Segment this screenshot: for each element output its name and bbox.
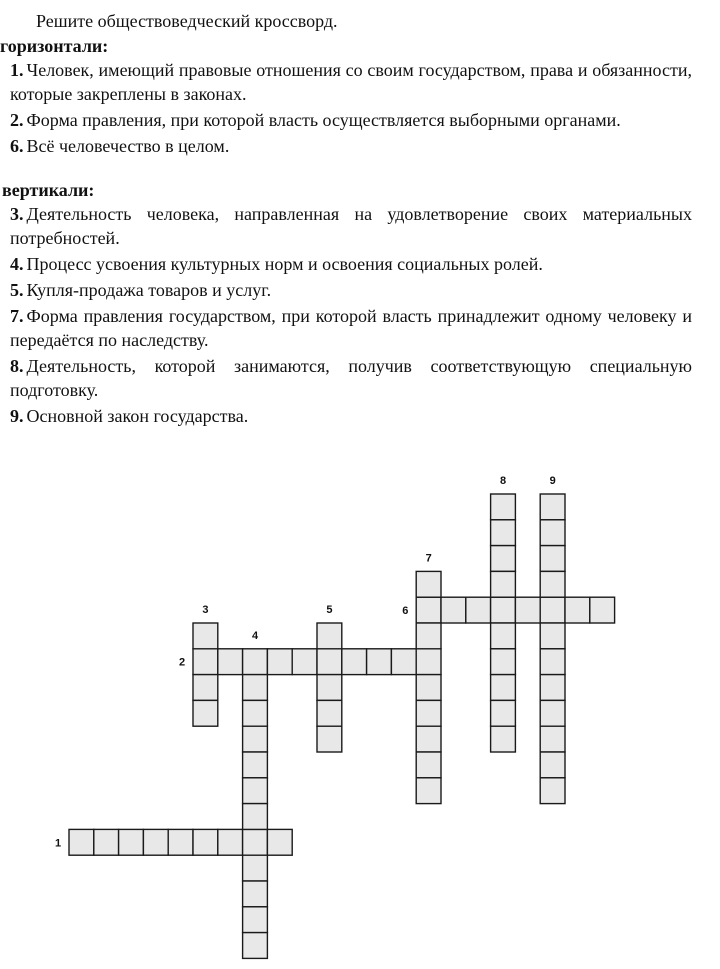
- crossword-cell[interactable]: [540, 546, 565, 572]
- crossword-cell[interactable]: [218, 829, 243, 855]
- crossword-cell[interactable]: [491, 571, 516, 597]
- crossword-cell[interactable]: [540, 494, 565, 520]
- crossword-cell[interactable]: [540, 623, 565, 649]
- clue-number: 3.: [10, 204, 24, 224]
- crossword-cell[interactable]: [193, 623, 218, 649]
- crossword-cell[interactable]: [491, 675, 516, 701]
- intro-text: Решите обществоведческий кроссворд.: [36, 11, 338, 31]
- grid-number-7: 7: [425, 552, 432, 565]
- clue-number: 4.: [10, 254, 24, 274]
- crossword-cell[interactable]: [243, 726, 268, 752]
- down-clue-list: [10, 202, 692, 428]
- crossword-cell[interactable]: [143, 829, 168, 855]
- crossword-cell[interactable]: [491, 726, 516, 752]
- down-heading: вертикали:: [2, 180, 95, 200]
- clue-number: 6.: [10, 136, 24, 156]
- crossword-cell[interactable]: [193, 649, 218, 675]
- crossword-cell[interactable]: [540, 649, 565, 675]
- crossword-cell[interactable]: [416, 597, 441, 623]
- clue-number: 2.: [10, 110, 24, 130]
- crossword-cell[interactable]: [416, 700, 441, 726]
- clue-text: Всё человечество в целом.: [26, 136, 230, 156]
- crossword-cell[interactable]: [466, 597, 491, 623]
- crossword-cell[interactable]: [317, 726, 342, 752]
- crossword-cell[interactable]: [540, 726, 565, 752]
- crossword-cell[interactable]: [193, 829, 218, 855]
- crossword-cell[interactable]: [243, 675, 268, 701]
- crossword-cell[interactable]: [416, 778, 441, 804]
- crossword-cell[interactable]: [243, 804, 268, 830]
- clue-number: 7.: [10, 306, 24, 326]
- down-clue: [10, 252, 692, 276]
- crossword-cell[interactable]: [317, 675, 342, 701]
- crossword-cell[interactable]: [193, 700, 218, 726]
- crossword-cell[interactable]: [491, 623, 516, 649]
- down-clue: [10, 354, 692, 402]
- clue-number: 5.: [10, 280, 24, 300]
- crossword-cell[interactable]: [416, 752, 441, 778]
- crossword-cell[interactable]: [491, 494, 516, 520]
- crossword-cell[interactable]: [391, 649, 416, 675]
- clue-text: Купля-продажа товаров и услуг.: [26, 280, 272, 300]
- crossword-cell[interactable]: [590, 597, 615, 623]
- crossword-cell[interactable]: [540, 520, 565, 546]
- crossword-cell[interactable]: [515, 597, 540, 623]
- crossword-cell[interactable]: [416, 675, 441, 701]
- crossword-cell[interactable]: [292, 649, 317, 675]
- grid-number-6: 6: [402, 605, 409, 618]
- crossword-cell[interactable]: [540, 675, 565, 701]
- grid-number-1: 1: [55, 837, 62, 850]
- clue-number: 1.: [10, 60, 24, 80]
- crossword-cell[interactable]: [540, 778, 565, 804]
- across-clue: [10, 134, 692, 158]
- crossword-cell[interactable]: [267, 649, 292, 675]
- crossword-cell[interactable]: [491, 546, 516, 572]
- crossword-cell[interactable]: [243, 700, 268, 726]
- crossword-cell[interactable]: [168, 829, 193, 855]
- clue-text: Форма правления государством, при которой власть принадлежит одному человеку и передаётся по наследству.: [10, 306, 692, 350]
- crossword-cell[interactable]: [267, 829, 292, 855]
- crossword-cell[interactable]: [317, 649, 342, 675]
- crossword-cell[interactable]: [565, 597, 590, 623]
- down-clue: [10, 404, 692, 428]
- crossword-cell[interactable]: [243, 829, 268, 855]
- crossword-cell[interactable]: [540, 700, 565, 726]
- grid-number-2: 2: [179, 656, 186, 669]
- clue-text: Деятельность, которой занимаются, получив соответствующую специальную подготовку.: [10, 356, 692, 400]
- down-clue: [10, 278, 692, 302]
- across-heading: горизонтали:: [0, 36, 109, 56]
- crossword-cell[interactable]: [416, 623, 441, 649]
- crossword-cell[interactable]: [342, 649, 367, 675]
- down-clue: [10, 202, 692, 250]
- clue-text: Основной закон государства.: [26, 406, 249, 426]
- crossword-cell[interactable]: [243, 907, 268, 933]
- crossword-cell[interactable]: [243, 855, 268, 881]
- crossword-cell[interactable]: [243, 933, 268, 959]
- crossword-cell[interactable]: [69, 829, 94, 855]
- crossword-cell[interactable]: [540, 752, 565, 778]
- crossword-cell[interactable]: [243, 881, 268, 907]
- crossword-cell[interactable]: [540, 571, 565, 597]
- clue-number: 9.: [10, 406, 24, 426]
- grid-number-4: 4: [252, 629, 259, 642]
- assignment-text: [0, 8, 692, 430]
- crossword-cell[interactable]: [193, 675, 218, 701]
- clue-text: Деятельность человека, направленная на удовлетворение своих материальных потребностей.: [10, 204, 692, 248]
- across-clue: [10, 58, 692, 106]
- crossword-cell[interactable]: [94, 829, 119, 855]
- crossword-cell[interactable]: [491, 649, 516, 675]
- crossword-cell[interactable]: [491, 597, 516, 623]
- crossword-cell[interactable]: [218, 649, 243, 675]
- crossword-cell[interactable]: [416, 571, 441, 597]
- crossword-cell[interactable]: [491, 520, 516, 546]
- grid-number-9: 9: [549, 475, 556, 487]
- crossword-cell[interactable]: [441, 597, 466, 623]
- across-clue-list: [10, 58, 692, 158]
- clue-text: Процесс усвоения культурных норм и освоения социальных ролей.: [26, 254, 543, 274]
- clue-text: Форма правления, при которой власть осуществляется выборными органами.: [26, 110, 621, 130]
- clue-number: 8.: [10, 356, 24, 376]
- crossword-cell[interactable]: [243, 752, 268, 778]
- crossword-cell[interactable]: [491, 700, 516, 726]
- crossword-cell[interactable]: [416, 649, 441, 675]
- grid-number-3: 3: [202, 604, 209, 616]
- clue-text: Человек, имеющий правовые отношения со своим государством, права и обязанности, которые закреплены в законах.: [10, 60, 692, 104]
- crossword-cell[interactable]: [367, 649, 392, 675]
- down-clue: [10, 304, 692, 352]
- crossword-cell[interactable]: [416, 726, 441, 752]
- crossword-cell[interactable]: [317, 623, 342, 649]
- crossword-cell[interactable]: [317, 700, 342, 726]
- grid-number-8: 8: [500, 475, 507, 487]
- crossword-cell[interactable]: [243, 649, 268, 675]
- grid-number-5: 5: [326, 604, 333, 616]
- crossword-cell[interactable]: [243, 778, 268, 804]
- crossword-cell[interactable]: [540, 597, 565, 623]
- across-clue: [10, 108, 692, 132]
- crossword-cell[interactable]: [119, 829, 144, 855]
